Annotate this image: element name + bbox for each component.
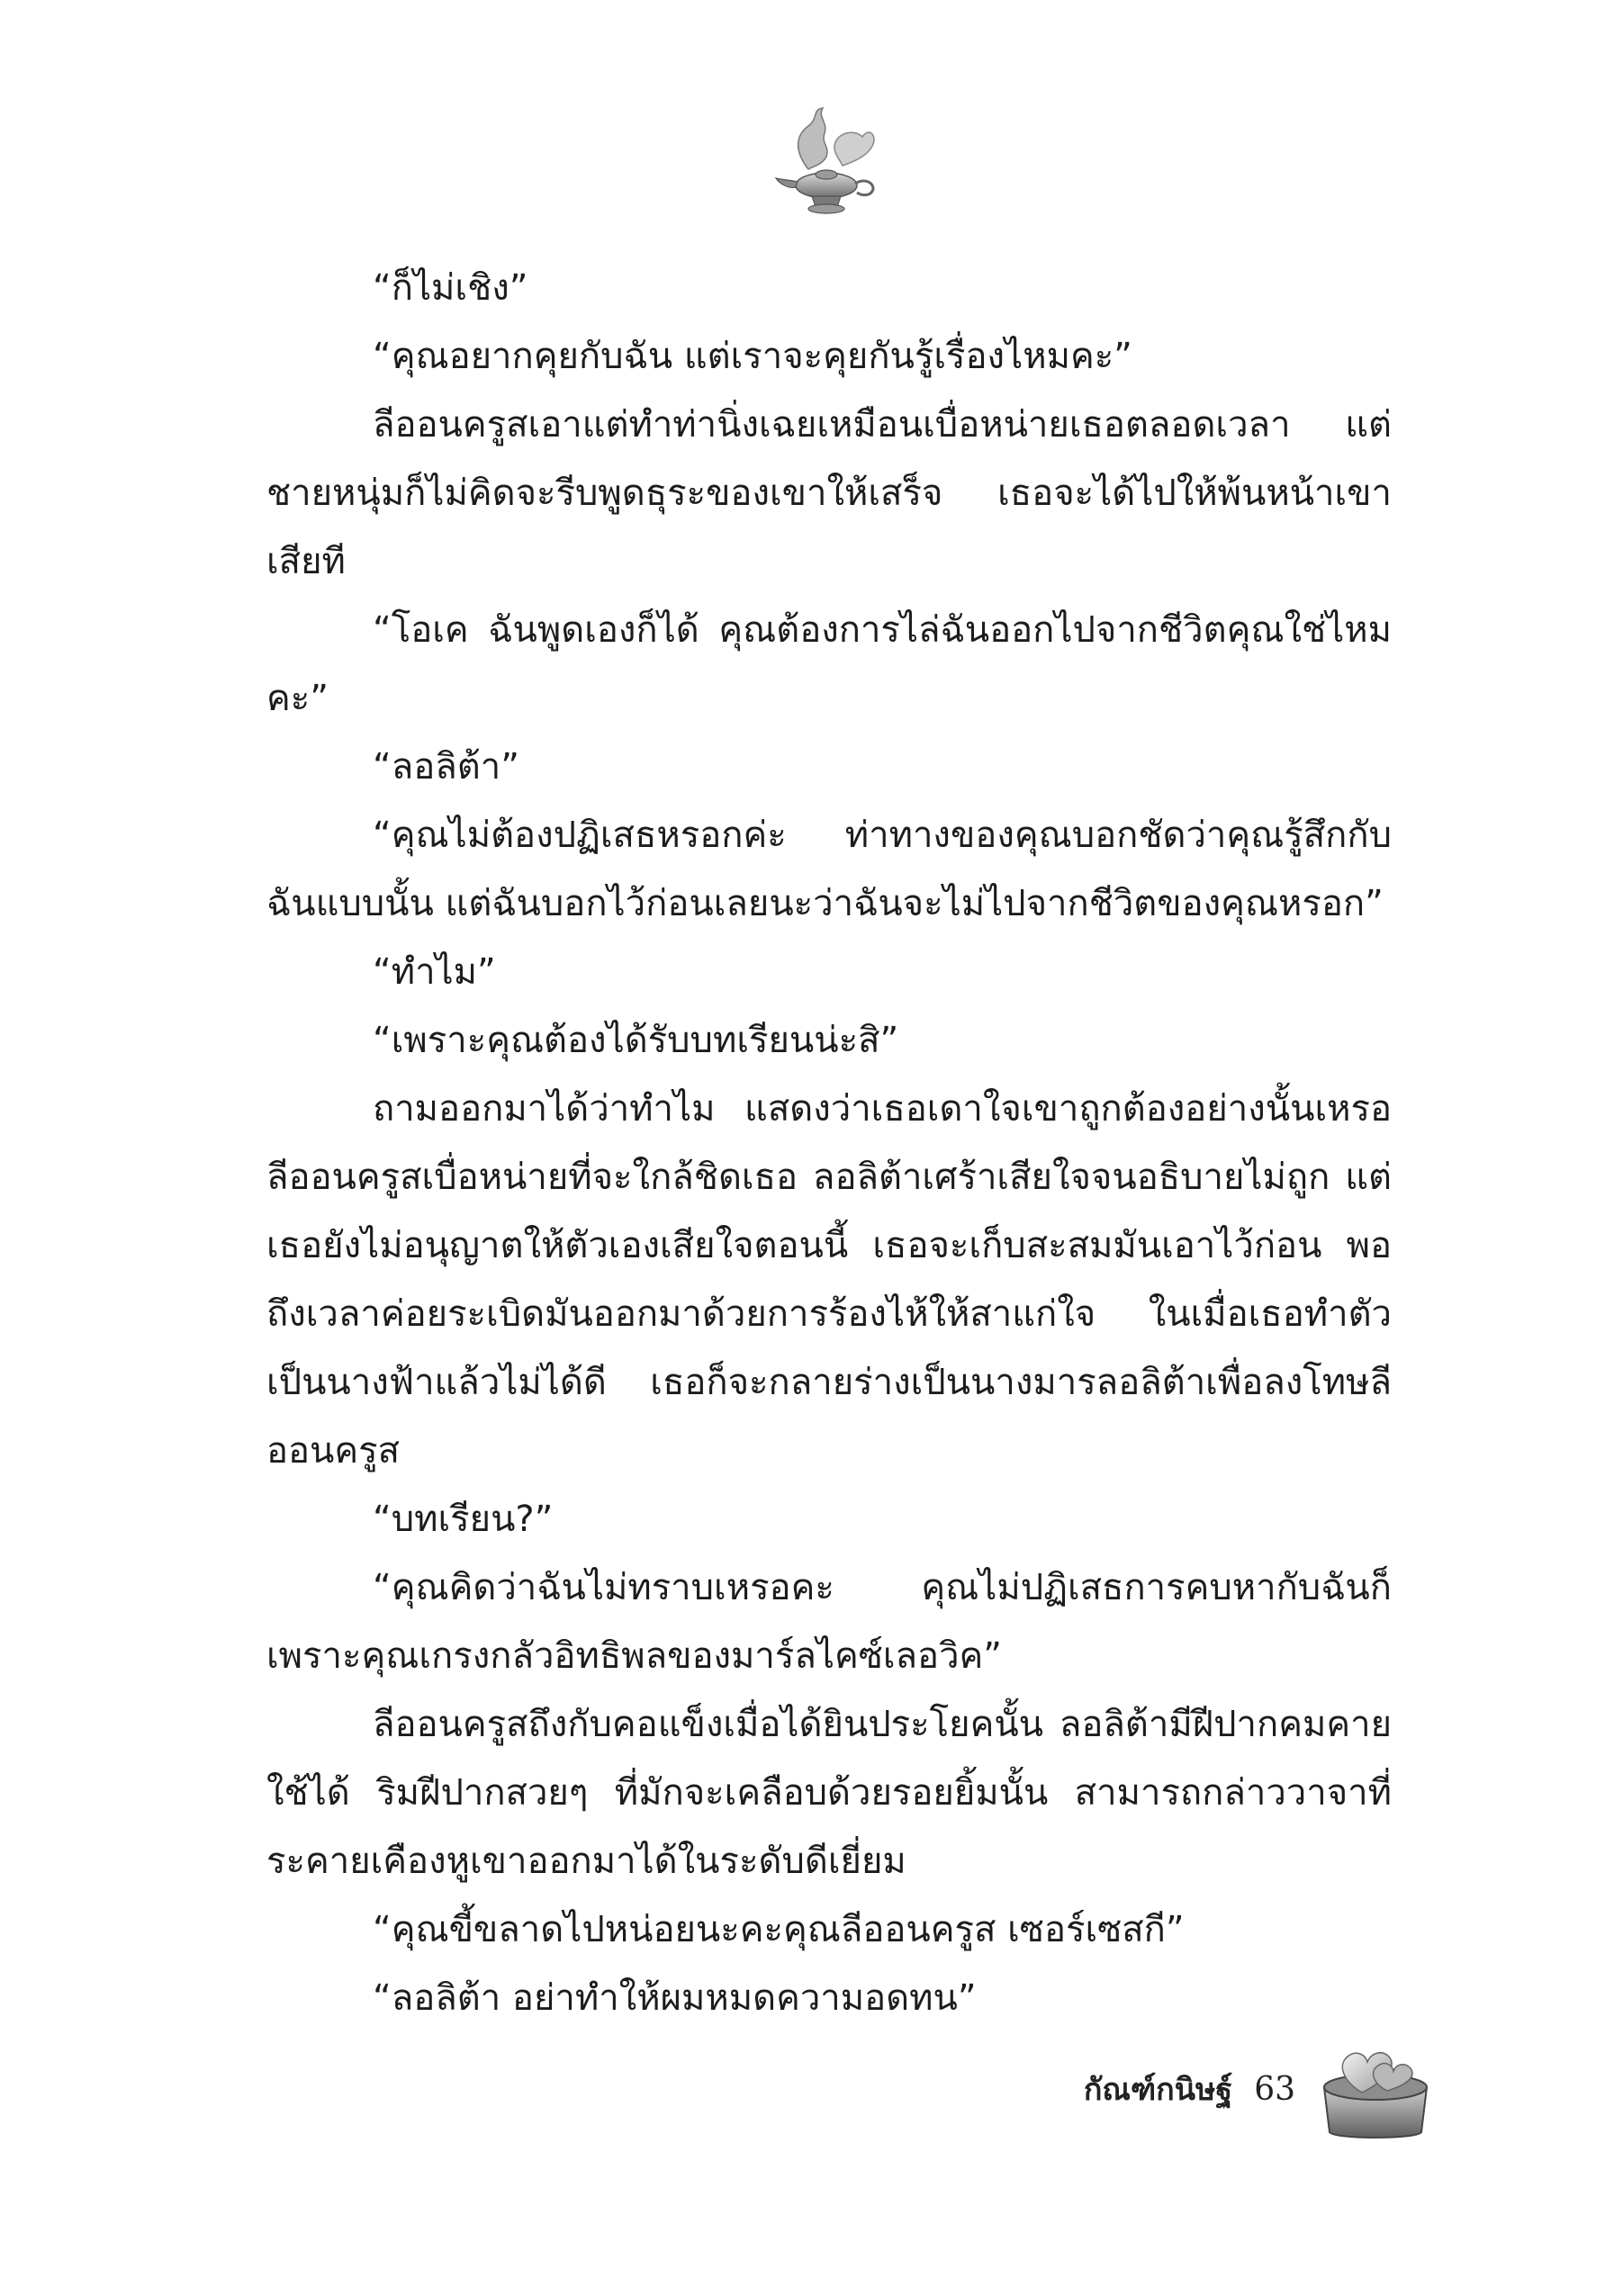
- paragraph: “บทเรียน?”: [373, 1499, 554, 1540]
- book-title: กัณฑ์กนิษฐ์: [1083, 2072, 1233, 2108]
- paragraph: “คุณคิดว่าฉันไม่ทราบเหรอคะ คุณไม่ปฏิเสธการคบหากับฉันก็เพราะคุณเกรงกลัวอิทธิพลของมาร์ลไคซ์เลอวิค”: [266, 1567, 1392, 1677]
- paragraph: “คุณขี้ขลาดไปหน่อยนะคะคุณลีออนครูส เซอร์เซสกี”: [373, 1909, 1185, 1950]
- page-footer: [1084, 2026, 1434, 2152]
- paragraph: “ทำไม”: [373, 951, 496, 993]
- paragraph: “เพราะคุณต้องได้รับบทเรียนน่ะสิ”: [373, 1020, 899, 1061]
- paragraph: ลีออนครูสเอาแต่ทำท่านิ่งเฉยเหมือนเบื่อหน่ายเธอตลอดเวลา แต่ชายหนุ่มก็ไม่คิดจะรีบพูดธุระของเขาให้เสร็จ เธอจะได้ไปให้พ้นหน้าเขาเสียที: [266, 404, 1392, 582]
- paragraph: ถามออกมาได้ว่าทำไม แสดงว่าเธอเดาใจเขาถูกต้องอย่างนั้นเหรอ ลีออนครูสเบื่อหน่ายที่จะใกล้ชิดเธอ ลอลิต้าเศร้าเสียใจจนอธิบายไม่ถูก แต่เธอยังไม่อนุญาตให้ตัวเองเสียใจตอนนี้ เธอจะเก็บสะสมมันเอาไว้ก่อน พอถึงเวลาค่อยระเบิดมันออกมาด้วยการร้องไห้ให้สาแก่ใจ ในเมื่อเธอทำตัวเป็นนางฟ้าแล้วไม่ได้ดี เธอก็จะกลายร่างเป็นนางมารลอลิต้าเพื่อลงโทษลีออนครูส: [266, 1088, 1392, 1472]
- paragraph: “ลอลิต้า อย่าทำให้ผมหมดความอดทน”: [373, 1977, 977, 2019]
- paragraph: “ก็ไม่เชิง”: [373, 267, 528, 309]
- paragraph: “คุณไม่ต้องปฏิเสธหรอกค่ะ ท่าทางของคุณบอกชัดว่าคุณรู้สึกกับฉันแบบนั้น แต่ฉันบอกไว้ก่อนเลยนะว่าฉันจะไม่ไปจากชีวิตของคุณหรอก”: [266, 815, 1392, 924]
- paragraph: “ลอลิต้า”: [373, 746, 519, 788]
- body-text: [266, 254, 1392, 2032]
- paragraph: “โอเค ฉันพูดเองก็ได้ คุณต้องการไล่ฉันออกไปจากชีวิตคุณใช่ไหมคะ”: [266, 609, 1392, 719]
- paragraph: ลีออนครูสถึงกับคอแข็งเมื่อได้ยินประโยคนั้น ลอลิต้ามีฝีปากคมคายใช้ได้ ริมฝีปากสวยๆ ที่มักจะเคลือบด้วยรอยยิ้มนั้น สามารถกล่าววาจาที่ระคายเคืองหูเขาออกมาได้ในระดับดีเยี่ยม: [266, 1704, 1392, 1882]
- page-number: 63: [1254, 2070, 1295, 2108]
- paragraph: “คุณอยากคุยกับฉัน แต่เราจะคุยกันรู้เรื่องไหมคะ”: [373, 336, 1132, 377]
- magic-lamp-icon: [772, 106, 880, 232]
- heart-box-icon: [1317, 2035, 1434, 2143]
